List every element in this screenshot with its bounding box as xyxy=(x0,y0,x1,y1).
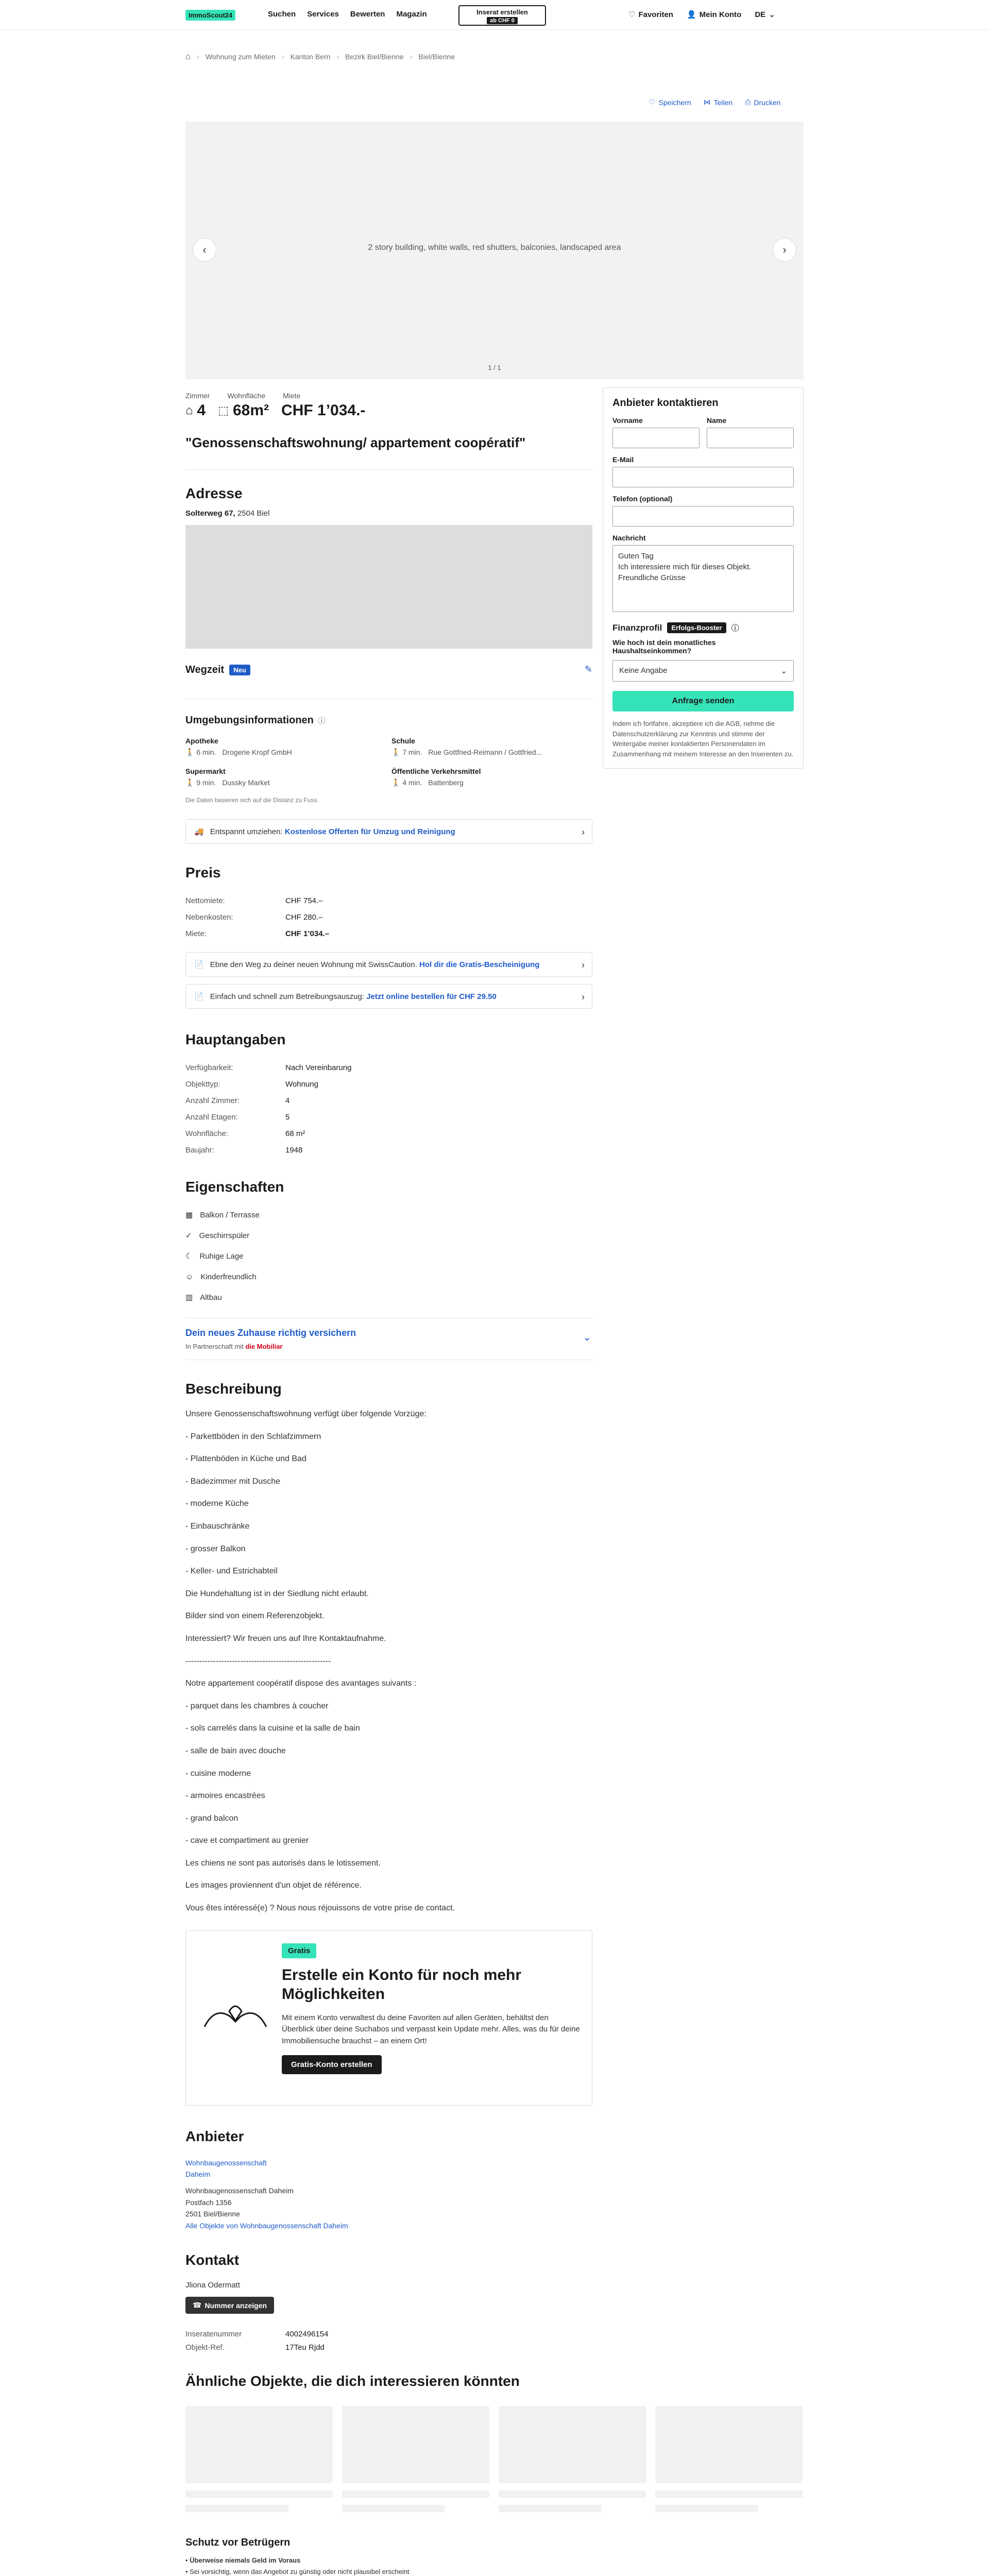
price-table xyxy=(185,892,592,942)
table-row xyxy=(185,1092,592,1109)
list-item xyxy=(185,1246,592,1266)
contact-row-value: 4002496154 xyxy=(285,2329,329,2338)
list-item xyxy=(185,1225,592,1246)
provider-heading: Anbieter xyxy=(185,2128,244,2144)
provider-all-link[interactable]: Alle Objekte von Wohnbaugenossenschaft Daheim xyxy=(185,2221,348,2230)
insert-badge: ab CHF 0 xyxy=(487,17,518,24)
price-label: Nebenkosten: xyxy=(185,912,233,922)
nav-suchen[interactable]: Suchen xyxy=(268,10,296,19)
favorites-link[interactable] xyxy=(628,10,673,19)
top-header xyxy=(0,0,989,30)
moving-offer-box[interactable] xyxy=(185,819,592,844)
share-icon: ⋈ xyxy=(703,98,711,106)
edit-icon[interactable]: ✎ xyxy=(584,664,592,674)
listing-title: "Genossenschaftswohnung/ appartement coopératif" xyxy=(185,435,526,450)
description-paragraph: - armoires encastrées xyxy=(185,1791,265,1801)
debt-extract-box[interactable] xyxy=(185,984,592,1009)
firstname-input[interactable] xyxy=(612,428,700,448)
show-number-button[interactable] xyxy=(185,2297,274,2314)
save-button[interactable] xyxy=(649,98,691,107)
share-button[interactable] xyxy=(704,98,733,107)
send-request-button[interactable]: Anfrage senden xyxy=(612,691,794,711)
description-paragraph: - grand balcon xyxy=(185,1814,238,1823)
info-label: Objekttyp: xyxy=(185,1079,220,1089)
chevron-right-icon: › xyxy=(582,960,585,970)
gallery-image-alt: 2 story building, white walls, red shutters, balconies, landscaped area xyxy=(368,243,621,252)
building-icon: ▥ xyxy=(185,1293,193,1302)
description-body xyxy=(185,1408,592,1915)
info-value: 5 xyxy=(285,1112,290,1122)
fraud-item: Überweise niemals Geld im Voraus xyxy=(190,2556,301,2564)
price-label: Nettomiete: xyxy=(185,896,225,905)
surroundings-category: Öffentliche Verkehrsmittel xyxy=(391,767,481,775)
lastname-label: Name xyxy=(707,416,727,425)
price-label: Miete: xyxy=(185,929,207,938)
help-icon[interactable]: ⓘ xyxy=(317,717,326,725)
feature-label: Geschirrspüler xyxy=(199,1231,250,1240)
provider-logo[interactable]: Wohnbaugenossenschaft Daheim xyxy=(185,2158,267,2179)
breadcrumb-item[interactable]: Bezirk Biel/Bienne xyxy=(345,53,404,61)
table-row xyxy=(185,2341,592,2354)
surroundings-time: 7 min. xyxy=(402,748,422,756)
nav-services[interactable]: Services xyxy=(307,10,339,19)
similar-card-skeleton xyxy=(185,2406,333,2530)
home-icon[interactable]: ⌂ xyxy=(185,52,191,61)
contact-heading: Kontakt xyxy=(185,2252,240,2268)
chevron-down-icon: ⌄ xyxy=(780,667,787,675)
table-row xyxy=(185,1125,592,1142)
description-paragraph: Vous êtes intéressé(e) ? Nous nous réjouissons de votre prise de contact. xyxy=(185,1904,455,1913)
gallery-prev-button[interactable] xyxy=(193,238,216,262)
keyfact-label: Wohnfläche xyxy=(227,392,266,400)
info-label: Wohnfläche: xyxy=(185,1129,229,1138)
main-content xyxy=(185,392,592,2354)
table-row xyxy=(185,909,592,925)
breadcrumb-item[interactable]: Kanton Bern xyxy=(290,53,331,61)
favorites-label: Favoriten xyxy=(638,10,673,19)
contact-row-value: 17Teu Rjdd xyxy=(285,2343,325,2352)
caution-text: Ebne den Weg zu deiner neuen Wohnung mit SwissCaution. xyxy=(210,960,417,969)
table-row xyxy=(185,925,592,942)
fraud-heading: Schutz vor Betrügern xyxy=(185,2537,291,2548)
description-paragraph: - grosser Balkon xyxy=(185,1544,246,1553)
similar-card-skeleton xyxy=(342,2406,489,2530)
surroundings-heading: Umgebungsinformationen xyxy=(185,715,314,726)
insurance-title: Dein neues Zuhause richtig versichern xyxy=(185,1328,356,1338)
create-account-button[interactable]: Gratis-Konto erstellen xyxy=(282,2055,382,2074)
chevron-right-icon: › xyxy=(782,243,787,256)
chevron-right-icon: › xyxy=(336,53,339,61)
price-value: CHF 280.– xyxy=(285,912,323,922)
insurance-accordion[interactable] xyxy=(185,1318,592,1360)
table-row xyxy=(185,1142,592,1158)
address-city: 2504 Biel xyxy=(237,509,270,518)
description-paragraph: ----------------------------------------------------- xyxy=(185,1656,331,1666)
info-label: Verfügbarkeit: xyxy=(185,1063,233,1072)
house-icon: ⌂ xyxy=(185,403,193,417)
lastname-input[interactable] xyxy=(707,428,794,448)
contact-row-label: Inseratenummer xyxy=(185,2329,242,2338)
surroundings-name: Battenberg xyxy=(428,778,464,787)
booster-badge: Erfolgs-Booster xyxy=(667,622,726,633)
chevron-right-icon: › xyxy=(582,827,585,837)
dishwasher-icon: ✓ xyxy=(185,1231,192,1240)
description-heading: Beschreibung xyxy=(185,1381,282,1397)
child-icon: ☺ xyxy=(185,1272,194,1281)
walk-icon: 🚶 xyxy=(185,778,195,787)
description-paragraph: - cave et compartiment au grenier xyxy=(185,1836,309,1845)
phone-icon: ☎ xyxy=(193,2301,202,2309)
similar-card-skeleton xyxy=(499,2406,646,2530)
insert-label: Inserat erstellen xyxy=(476,8,528,16)
provider-line: Wohnbaugenossenschaft Daheim xyxy=(185,2187,294,2195)
surroundings-category: Schule xyxy=(391,737,415,745)
breadcrumb-item[interactable]: Wohnung zum Mieten xyxy=(205,53,276,61)
provider-line: Postfach 1356 xyxy=(185,2198,232,2207)
print-label: Drucken xyxy=(754,98,781,107)
description-paragraph: - moderne Küche xyxy=(185,1499,249,1509)
rent-value: CHF 1’034.- xyxy=(281,402,366,419)
provider-block xyxy=(185,2157,592,2231)
fraud-section xyxy=(185,2537,410,2576)
divider xyxy=(185,469,592,470)
walk-icon: 🚶 xyxy=(391,748,401,756)
chevron-right-icon: › xyxy=(197,53,199,61)
description-paragraph: - sols carrelés dans la cuisine et la salle de bain xyxy=(185,1724,360,1733)
rooms-value: 4 xyxy=(197,402,206,419)
phone-input[interactable] xyxy=(612,506,794,527)
area-icon: ⬚ xyxy=(218,404,229,417)
keyfact-label: Zimmer xyxy=(185,392,210,400)
info-label: Baujahr: xyxy=(185,1145,214,1155)
similar-heading: Ähnliche Objekte, die dich interessieren könnten xyxy=(185,2373,520,2389)
create-account-card xyxy=(185,1930,592,2106)
language-label: DE xyxy=(755,10,766,19)
price-value: CHF 754.– xyxy=(285,896,323,905)
document-icon: 📄 xyxy=(194,960,204,969)
hands-heart-icon xyxy=(199,1996,271,2042)
table-row xyxy=(185,1059,592,1076)
map[interactable] xyxy=(185,525,592,649)
description-paragraph: - Keller- und Estrichabteil xyxy=(185,1567,278,1576)
keyfacts-labels xyxy=(185,392,592,400)
price-value: CHF 1’034.– xyxy=(285,929,330,938)
heart-icon: ♡ xyxy=(628,10,636,19)
caution-link[interactable]: Hol dir die Gratis-Bescheinigung xyxy=(419,960,540,969)
contact-row-label: Objekt-Ref. xyxy=(185,2343,225,2352)
features-list xyxy=(185,1205,592,1308)
info-value: 1948 xyxy=(285,1145,303,1155)
surroundings-time: 4 min. xyxy=(402,778,422,787)
email-label: E-Mail xyxy=(612,455,634,464)
insurance-partner: In Partnerschaft mit xyxy=(185,1343,244,1350)
truck-icon: 🚚 xyxy=(194,827,204,836)
document-icon: 📄 xyxy=(194,992,204,1001)
info-value: 68 m² xyxy=(285,1129,305,1138)
finance-label: Finanzprofil xyxy=(612,622,662,633)
contact-form xyxy=(603,387,804,769)
description-paragraph: Notre appartement coopératif dispose des avantages suivants : xyxy=(185,1679,417,1688)
similar-card-skeleton xyxy=(655,2406,803,2530)
gratis-badge: Gratis xyxy=(282,1943,316,1958)
info-value: 4 xyxy=(285,1096,290,1105)
header-actions xyxy=(628,10,775,19)
new-badge: Neu xyxy=(229,665,250,675)
list-item: • Überweise niemals Geld im Voraus xyxy=(185,2556,301,2564)
breadcrumb-item: Biel/Bienne xyxy=(418,53,455,61)
mobiliar-logo: die Mobiliar xyxy=(245,1343,283,1350)
description-paragraph: - parquet dans les chambres à coucher xyxy=(185,1701,329,1710)
finance-profile xyxy=(612,622,794,633)
contact-form-title: Anbieter kontaktieren xyxy=(612,397,719,409)
description-paragraph: - Einbauschränke xyxy=(185,1521,250,1531)
table-row xyxy=(185,892,592,909)
share-label: Teilen xyxy=(713,98,733,107)
debt-text: Einfach und schnell zum Betreibungsauszug: xyxy=(210,992,365,1001)
area-value: 68m² xyxy=(232,402,269,419)
description-paragraph: Bilder sind von einem Referenzobjekt. xyxy=(185,1612,325,1621)
account-link[interactable] xyxy=(687,10,741,19)
logo-mark: ImmoScout24 xyxy=(185,10,235,21)
caution-box[interactable] xyxy=(185,952,592,977)
description-paragraph: - Parkettböden in den Schlafzimmern xyxy=(185,1432,321,1441)
feature-label: Altbau xyxy=(200,1293,222,1302)
address-street: Solterweg 67, xyxy=(185,509,235,518)
surroundings-category: Apotheke xyxy=(185,737,218,745)
surroundings-note: Die Daten basieren sich auf die Distanz zu Fuss. xyxy=(185,796,319,804)
description-paragraph: - cuisine moderne xyxy=(185,1769,251,1778)
message-label: Nachricht xyxy=(612,534,646,542)
debt-link[interactable]: Jetzt online bestellen für CHF 29.50 xyxy=(366,992,497,1001)
account-label: Mein Konto xyxy=(699,10,742,19)
balcony-icon: ▦ xyxy=(185,1211,193,1219)
fraud-item: Sei vorsichtig, wenn das Angebot zu günstig oder nicht plausibel erscheint xyxy=(190,2568,410,2576)
main-info-heading: Hauptangaben xyxy=(185,1031,286,1047)
surroundings-name: Drogerie Kropf GmbH xyxy=(222,748,292,756)
logo[interactable] xyxy=(185,8,235,22)
info-icon[interactable]: ⓘ xyxy=(731,624,739,633)
surroundings-name: Dussky Market xyxy=(222,778,270,787)
surroundings-name: Rue Gottfried-Reimann / Gottfried... xyxy=(428,748,542,756)
user-icon: 👤 xyxy=(686,10,696,19)
nav-bewerten[interactable]: Bewerten xyxy=(350,10,385,19)
email-input[interactable] xyxy=(612,467,794,487)
table-row xyxy=(185,1076,592,1092)
keyfact-label: Miete xyxy=(283,392,301,400)
chevron-right-icon: › xyxy=(582,992,585,1002)
list-item xyxy=(185,1287,592,1308)
description-paragraph: Les images proviennent d'un objet de référence. xyxy=(185,1881,362,1890)
nav-magazin[interactable]: Magazin xyxy=(396,10,427,19)
message-textarea[interactable]: Guten Tag Ich interessiere mich für dieses Objekt. Freundliche Grüsse xyxy=(612,545,794,612)
list-item: • Sei vorsichtig, wenn das Angebot zu günstig oder nicht plausibel erscheint xyxy=(185,2568,410,2576)
promo-title: Erstelle ein Konto für noch mehr Möglichkeiten xyxy=(282,1966,522,2003)
info-value: Nach Vereinbarung xyxy=(285,1063,352,1072)
chevron-down-icon: ⌄ xyxy=(769,10,775,19)
save-label: Speichern xyxy=(658,98,691,107)
table-row xyxy=(185,2327,592,2341)
phone-label: Telefon (optional) xyxy=(612,495,673,503)
list-item xyxy=(185,1266,592,1287)
wegzeit-label: Wegzeit xyxy=(185,664,225,675)
features-heading: Eigenschaften xyxy=(185,1179,284,1195)
description-paragraph: Die Hundehaltung ist in der Siedlung nicht erlaubt. xyxy=(185,1589,369,1598)
income-select[interactable] xyxy=(612,660,794,682)
table-row xyxy=(185,1109,592,1125)
description-paragraph: Interessiert? Wir freuen uns auf Ihre Kontaktaufnahme. xyxy=(185,1634,386,1643)
description-paragraph: - Plattenböden in Küche und Bad xyxy=(185,1454,306,1464)
surroundings-time: 9 min. xyxy=(196,778,216,787)
surroundings-category: Supermarkt xyxy=(185,767,226,775)
insert-button[interactable] xyxy=(458,5,546,26)
keyfacts-values xyxy=(185,402,592,419)
chevron-left-icon: ‹ xyxy=(202,243,207,256)
feature-label: Kinderfreundlich xyxy=(200,1272,257,1281)
share-row xyxy=(649,98,781,107)
walk-icon: 🚶 xyxy=(185,748,195,756)
list-item xyxy=(185,1205,592,1225)
description-paragraph: - Badezimmer mit Dusche xyxy=(185,1477,281,1486)
quiet-icon: ☾ xyxy=(185,1252,193,1261)
chevron-right-icon: › xyxy=(410,53,413,61)
heart-icon: ♡ xyxy=(649,98,656,106)
description-paragraph: Les chiens ne sont pas autorisés dans le lotissement. xyxy=(185,1858,381,1868)
surroundings-grid xyxy=(185,737,592,787)
breadcrumb xyxy=(185,52,455,62)
contact-person: Jliona Odermatt xyxy=(185,2281,240,2290)
legal-text: Indem ich fortfahre, akzeptiere ich die AGB, nehme die Datenschutzerklärung zur Kenntnis und stimme der Weitergabe meiner kontaktierten Personendaten im Zusammenhang mit meinem Interesse an den Inserenten zu. xyxy=(612,720,794,758)
description-paragraph: - salle de bain avec douche xyxy=(185,1746,286,1755)
feature-label: Ruhige Lage xyxy=(199,1251,244,1261)
info-label: Anzahl Zimmer: xyxy=(185,1096,240,1105)
contact-table xyxy=(185,2327,592,2354)
show-number-label: Nummer anzeigen xyxy=(204,2301,267,2310)
gallery-counter: 1 / 1 xyxy=(488,364,501,371)
print-button[interactable] xyxy=(745,98,780,107)
image-gallery[interactable] xyxy=(185,122,804,379)
info-value: Wohnung xyxy=(285,1079,318,1089)
walk-icon: 🚶 xyxy=(391,778,401,787)
main-info-table xyxy=(185,1059,592,1158)
language-switch[interactable] xyxy=(755,10,775,19)
firstname-label: Vorname xyxy=(612,416,643,425)
provider-line: 2501 Biel/Bienne xyxy=(185,2210,240,2218)
surroundings-time: 6 min. xyxy=(196,748,216,756)
promo-text: Mit einem Konto verwaltest du deine Favoriten auf allen Geräten, behältst den Überblick über deine Suchabos und verpasst kein Update mehr. Alles, was du für deine Immobiliensuche brauchst – an einem Ort! xyxy=(282,2013,580,2045)
info-label: Anzahl Etagen: xyxy=(185,1112,238,1122)
gallery-next-button[interactable] xyxy=(773,238,796,262)
moving-text: Entspannt umziehen: xyxy=(210,827,283,836)
feature-label: Balkon / Terrasse xyxy=(200,1210,260,1219)
print-icon: ⎙ xyxy=(745,98,751,106)
chevron-down-icon: ⌄ xyxy=(583,1332,591,1343)
chevron-right-icon: › xyxy=(281,53,284,61)
income-question: Wie hoch ist dein monatliches Haushaltseinkommen? xyxy=(612,638,716,655)
description-paragraph: Unsere Genossenschaftswohnung verfügt über folgende Vorzüge: xyxy=(185,1410,427,1418)
moving-link[interactable]: Kostenlose Offerten für Umzug und Reinigung xyxy=(284,827,455,836)
income-selected: Keine Angabe xyxy=(619,666,668,675)
main-nav xyxy=(268,10,427,19)
price-heading: Preis xyxy=(185,865,221,880)
address-heading: Adresse xyxy=(185,485,243,501)
